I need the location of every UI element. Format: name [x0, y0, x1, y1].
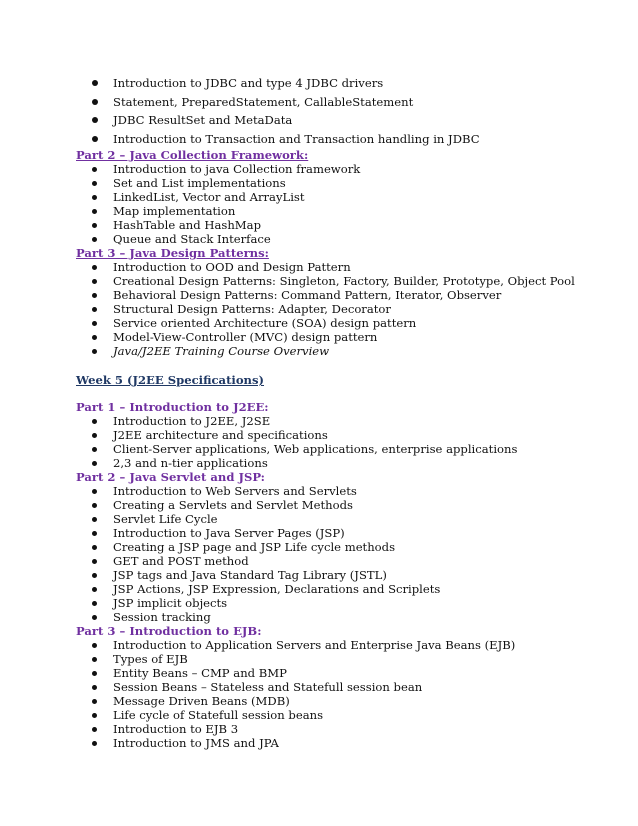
bullet-icon	[92, 685, 97, 690]
servlet-jsp-topic-list	[76, 484, 606, 624]
bullet-icon	[92, 615, 97, 620]
bullet-icon	[92, 643, 97, 648]
bullet-icon	[92, 181, 97, 186]
list-item: GET and POST method	[76, 554, 606, 568]
list-item: Service oriented Architecture (SOA) design pattern	[76, 316, 606, 330]
bullet-icon	[92, 209, 97, 214]
bullet-icon	[92, 531, 97, 536]
list-item: Types of EJB	[76, 652, 606, 666]
list-item: JSP implicit objects	[76, 596, 606, 610]
bullet-icon	[92, 503, 97, 508]
part-heading-collection-framework: Part 2 – Java Collection Framework:	[76, 148, 309, 162]
list-item: Entity Beans – CMP and BMP	[76, 666, 606, 680]
list-item: Message Driven Beans (MDB)	[76, 694, 606, 708]
list-item: Map implementation	[76, 204, 606, 218]
list-item: Structural Design Patterns: Adapter, Decorator	[76, 302, 606, 316]
list-item: Introduction to EJB 3	[76, 722, 606, 736]
list-item: 2,3 and n-tier applications	[76, 456, 606, 470]
part-heading-design-patterns: Part 3 – Java Design Patterns:	[76, 246, 269, 260]
bullet-icon	[92, 713, 97, 718]
list-item: Behavioral Design Patterns: Command Pattern, Iterator, Observer	[76, 288, 606, 302]
bullet-icon	[92, 559, 97, 564]
list-item: Creational Design Patterns: Singleton, Factory, Builder, Prototype, Object Pool	[76, 274, 606, 288]
list-item: Client-Server applications, Web applications, enterprise applications	[76, 442, 606, 456]
bullet-icon	[92, 117, 98, 123]
list-item: Introduction to OOD and Design Pattern	[76, 260, 606, 274]
part-heading-intro-j2ee: Part 1 – Introduction to J2EE:	[76, 400, 269, 414]
bullet-icon	[92, 293, 97, 298]
bullet-icon	[92, 321, 97, 326]
list-item: JDBC ResultSet and MetaData	[76, 111, 606, 130]
bullet-icon	[92, 727, 97, 732]
week-heading: Week 5 (J2EE Specifications)	[76, 373, 265, 387]
list-item: J2EE architecture and specifications	[76, 428, 606, 442]
list-item: Creating a Servlets and Servlet Methods	[76, 498, 606, 512]
j2ee-intro-topic-list	[76, 414, 606, 470]
bullet-icon	[92, 419, 97, 424]
list-item: Introduction to Web Servers and Servlets	[76, 484, 606, 498]
jdbc-topic-list	[76, 74, 606, 148]
list-item: Life cycle of Statefull session beans	[76, 708, 606, 722]
list-item: Creating a JSP page and JSP Life cycle methods	[76, 540, 606, 554]
bullet-icon	[92, 237, 97, 242]
list-item: Session Beans – Stateless and Statefull session bean	[76, 680, 606, 694]
bullet-icon	[92, 671, 97, 676]
list-item: Introduction to Java Server Pages (JSP)	[76, 526, 606, 540]
list-item: Introduction to Application Servers and Enterprise Java Beans (EJB)	[76, 638, 606, 652]
bullet-icon	[92, 741, 97, 746]
bullet-icon	[92, 601, 97, 606]
part-heading-servlet-jsp: Part 2 – Java Servlet and JSP:	[76, 470, 265, 484]
list-item: Java/J2EE Training Course Overview	[76, 344, 606, 358]
bullet-icon	[92, 699, 97, 704]
design-pattern-topic-list	[76, 260, 606, 358]
bullet-icon	[92, 657, 97, 662]
bullet-icon	[92, 307, 97, 312]
bullet-icon	[92, 265, 97, 270]
bullet-icon	[92, 545, 97, 550]
list-item: Queue and Stack Interface	[76, 232, 606, 246]
bullet-icon	[92, 587, 97, 592]
bullet-icon	[92, 80, 98, 86]
bullet-icon	[92, 349, 97, 354]
collection-topic-list	[76, 162, 606, 246]
list-item: LinkedList, Vector and ArrayList	[76, 190, 606, 204]
spacer	[76, 388, 606, 400]
bullet-icon	[92, 573, 97, 578]
list-item: JSP tags and Java Standard Tag Library (JSTL)	[76, 568, 606, 582]
bullet-icon	[92, 99, 98, 105]
bullet-icon	[92, 335, 97, 340]
part-heading-intro-ejb: Part 3 – Introduction to EJB:	[76, 624, 262, 638]
list-item: Introduction to J2EE, J2SE	[76, 414, 606, 428]
list-item: HashTable and HashMap	[76, 218, 606, 232]
bullet-icon	[92, 461, 97, 466]
list-item: Servlet Life Cycle	[76, 512, 606, 526]
bullet-icon	[92, 167, 97, 172]
bullet-icon	[92, 447, 97, 452]
bullet-icon	[92, 489, 97, 494]
list-item: Statement, PreparedStatement, CallableStatement	[76, 93, 606, 112]
bullet-icon	[92, 136, 98, 142]
bullet-icon	[92, 279, 97, 284]
list-item: Introduction to Transaction and Transaction handling in JDBC	[76, 130, 606, 149]
list-item: Introduction to JDBC and type 4 JDBC drivers	[76, 74, 606, 93]
list-item: Set and List implementations	[76, 176, 606, 190]
course-outline	[76, 74, 606, 750]
list-item: Model-View-Controller (MVC) design pattern	[76, 330, 606, 344]
list-item: Session tracking	[76, 610, 606, 624]
bullet-icon	[92, 195, 97, 200]
list-item: Introduction to java Collection framework	[76, 162, 606, 176]
bullet-icon	[92, 433, 97, 438]
list-item: JSP Actions, JSP Expression, Declarations and Scriplets	[76, 582, 606, 596]
bullet-icon	[92, 517, 97, 522]
ejb-topic-list	[76, 638, 606, 750]
bullet-icon	[92, 223, 97, 228]
list-item: Introduction to JMS and JPA	[76, 736, 606, 750]
